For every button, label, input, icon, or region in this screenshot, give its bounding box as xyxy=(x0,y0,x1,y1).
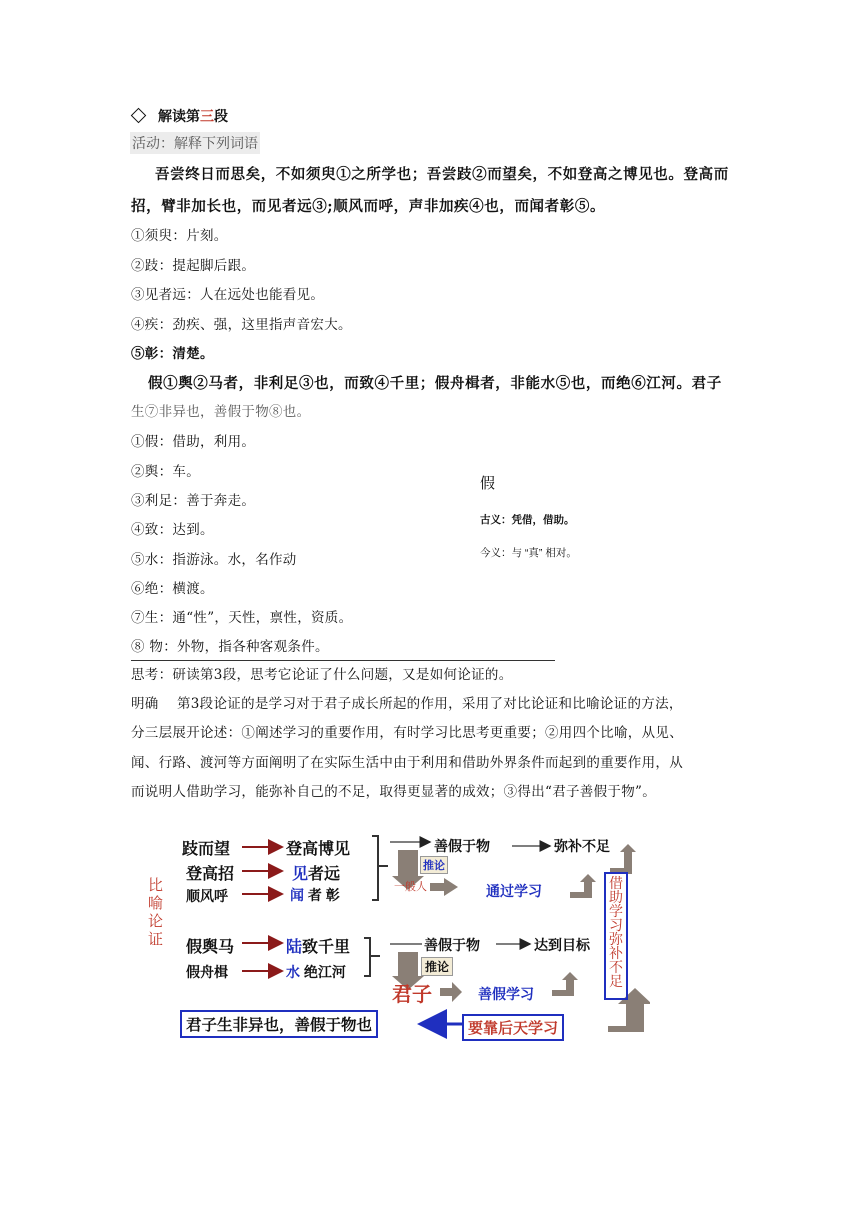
divider xyxy=(131,660,555,661)
diagram-row-right: 陆致千里 xyxy=(286,939,351,956)
note-item: ④致：达到。 xyxy=(131,522,214,538)
diagram-inference-1: 推论 xyxy=(420,856,448,874)
diagram-inference-2: 推论 xyxy=(421,957,453,976)
diagram-right-box: 借助学习弥补不足 xyxy=(604,872,628,1000)
side-modern: 今义：与 “真” 相对。 xyxy=(480,547,577,559)
passage2-line2: 生⑦非异也，善假于物⑧也。 xyxy=(131,404,311,420)
argument-diagram xyxy=(140,828,650,1043)
diagram-row-left: 假舆马 xyxy=(186,939,235,956)
note-item: ⑤彰：清楚。 xyxy=(131,346,214,362)
diagram-row-right: 闻 者 彰 xyxy=(290,887,340,903)
diagram-row-left: 假舟楫 xyxy=(186,964,228,980)
answer-line3: 闻、行路、渡河等方面阐明了在实际生活中由于利用和借助外界条件而起到的重要作用，从 xyxy=(131,755,683,771)
note-item: ⑥绝：横渡。 xyxy=(131,581,214,597)
note-item: ②舆：车。 xyxy=(131,464,200,480)
diamond-outline-icon xyxy=(131,108,147,124)
answer-line4: 而说明人借助学习，能弥补自己的不足，取得更显著的成效；③得出“君子善假于物”。 xyxy=(131,784,657,800)
section-title-suffix: 段 xyxy=(214,109,228,125)
diagram-side-label: 比喻论证 xyxy=(148,876,164,948)
answer-line1: 明确 第3段论证的是学习对于君子成长所起的作用，采用了对比论证和比喻论证的方法， xyxy=(131,696,683,712)
diagram-row-left: 顺风呼 xyxy=(186,888,228,904)
note-item: ①假：借助，利用。 xyxy=(131,434,256,450)
diagram-person: 一般人 xyxy=(394,881,427,893)
diagram-need-learning: 要靠后天学习 xyxy=(462,1014,564,1041)
passage1-line1: 吾尝终日而思矣，不如须臾①之所学也；吾尝跂②而望矣，不如登高之博见也。登高而 xyxy=(155,166,729,183)
passage2-line1: 假①舆②马者，非利足③也，而致④千里；假舟楫者，非能水⑤也，而绝⑥江河。君子 xyxy=(148,375,722,392)
diagram-junzi: 君子 xyxy=(392,984,432,1006)
diagram-row-right: 水 绝江河 xyxy=(286,964,346,980)
note-item: ①须臾：片刻。 xyxy=(131,228,228,244)
note-item: ③利足：善于奔走。 xyxy=(131,493,256,509)
diagram-bottom-goal: 达到目标 xyxy=(534,937,590,953)
note-item: ⑦生：通“性”，天性，禀性，资质。 xyxy=(131,610,353,626)
side-word: 假 xyxy=(480,475,496,492)
note-item: ②跂：提起脚后跟。 xyxy=(131,258,256,274)
diagram-row-right: 登高博见 xyxy=(286,841,351,858)
diagram-bottom-result: 善假于物 xyxy=(424,937,480,953)
note-item: ⑧ 物：外物，指各种客观条件。 xyxy=(131,639,329,655)
diagram-conclusion: 君子生非异也，善假于物也 xyxy=(180,1010,378,1038)
section-header xyxy=(131,106,228,126)
diagram-via-learning: 通过学习 xyxy=(486,883,542,899)
diagram-top-goal: 弥补不足 xyxy=(554,838,610,854)
side-ancient: 古义：凭借，借助。 xyxy=(480,514,575,526)
diagram-row-right: 见者远 xyxy=(292,866,341,883)
diagram-row-left: 跂而望 xyxy=(182,841,231,858)
diagram-good-learning: 善假学习 xyxy=(478,986,534,1002)
section-title-number: 三 xyxy=(200,109,214,125)
section-title-prefix: 解读第 xyxy=(158,109,200,125)
note-item: ③见者远：人在远处也能看见。 xyxy=(131,287,325,303)
diagram-row-left: 登高招 xyxy=(186,866,235,883)
thinking-prompt: 思考：研读第3段，思考它论证了什么问题，又是如何论证的。 xyxy=(131,667,513,683)
note-item: ⑤水：指游泳。水，名作动 xyxy=(131,552,297,568)
diagram-top-result: 善假于物 xyxy=(434,838,490,854)
answer-line2: 分三层展开论述：①阐述学习的重要作用，有时学习比思考更重要；②用四个比喻，从见、 xyxy=(131,725,683,741)
activity-label: 活动：解释下列词语 xyxy=(130,132,260,154)
note-item: ④疾：劲疾、强，这里指声音宏大。 xyxy=(131,317,352,333)
passage1-line2: 招，臂非加长也，而见者远③;顺风而呼，声非加疾④也，而闻者彰⑤。 xyxy=(131,198,606,215)
